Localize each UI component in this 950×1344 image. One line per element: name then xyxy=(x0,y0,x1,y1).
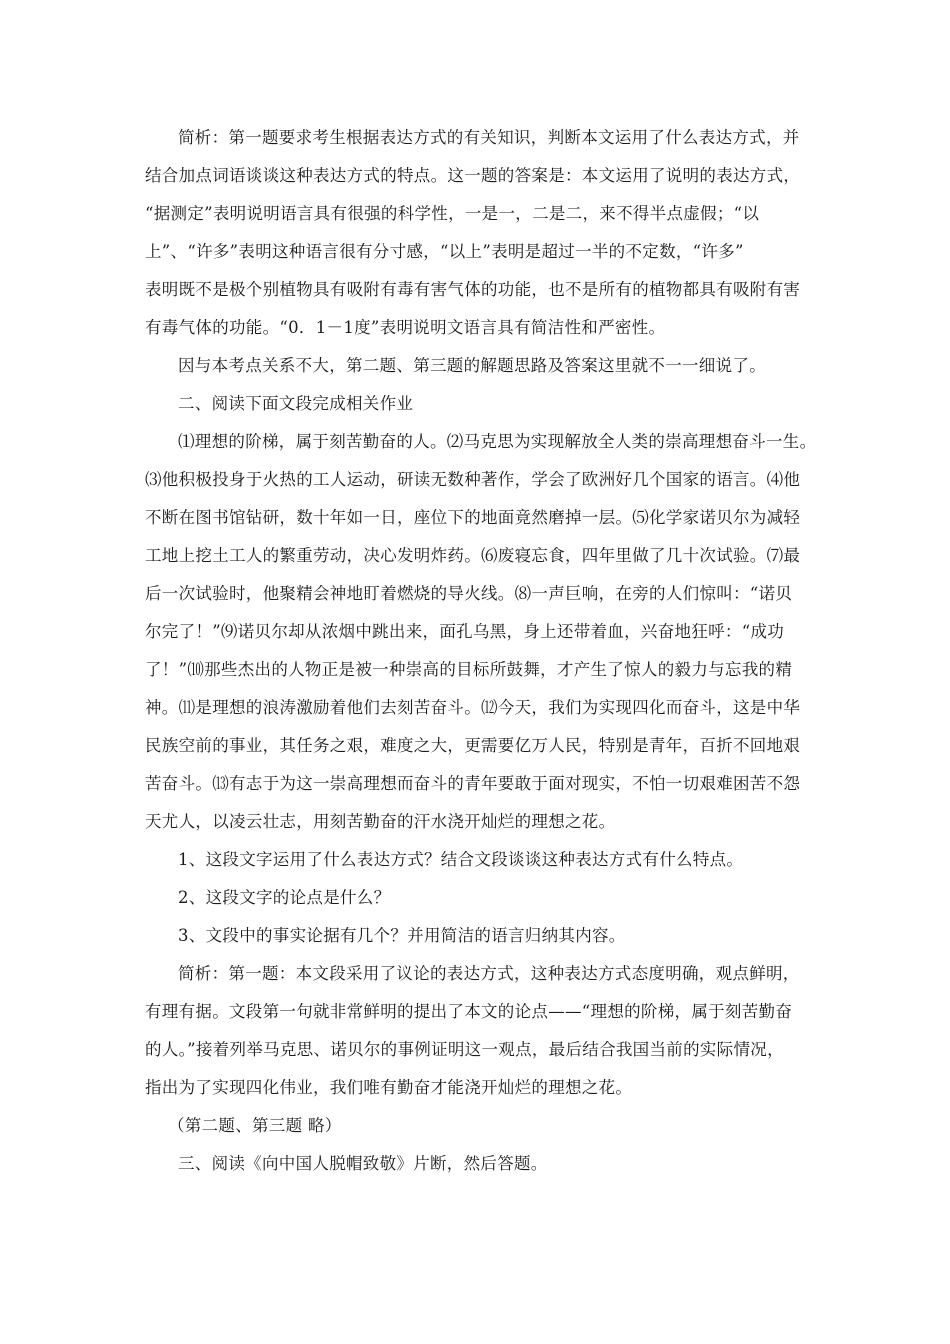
text-line: 1、这段文字运用了什么表达方式？结合文段谈谈这种表达方式有什么特点。 xyxy=(178,850,744,869)
text-line: 上”、“许多”表明这种语言很有分寸感，“以上”表明是超过一半的不定数，“许多” xyxy=(145,242,744,261)
text-line: ⑴理想的阶梯，属于刻苦勤奋的人。⑵马克思为实现解放全人类的崇高理想奋斗一生。 xyxy=(178,432,817,451)
text-line: 尔完了！”⑼诺贝尔却从浓烟中跳出来，面孔乌黑，身上还带着血，兴奋地狂呼：“成功 xyxy=(145,622,785,641)
text-line: 三、阅读《向中国人脱帽致敬》片断，然后答题。 xyxy=(178,1154,548,1173)
text-line: “据测定”表明说明语言具有很强的科学性，一是一，二是二，来不得半点虚假；“以 xyxy=(145,204,760,223)
text-line: 有理有据。文段第一句就非常鲜明的提出了本文的论点——“理想的阶梯，属于刻苦勤奋 xyxy=(145,1002,793,1021)
text-line: 2、这段文字的论点是什么？ xyxy=(178,888,391,907)
text-line: 简析：第一题要求考生根据表达方式的有关知识，判断本文运用了什么表达方式，并 xyxy=(178,128,800,147)
text-line: 神。⑾是理想的浪涛激励着他们去刻苦奋斗。⑿今天，我们为实现四化而奋斗，这是中华 xyxy=(145,698,801,717)
text-line: 苦奋斗。⒀有志于为这一崇高理想而奋斗的青年要敢于面对现实，不怕一切艰难困苦不怨 xyxy=(145,774,801,793)
text-line: 工地上挖土工人的繁重劳动，决心发明炸药。⑹废寝忘食，四年里做了几十次试验。⑺最 xyxy=(145,546,801,565)
text-line: 3、文段中的事实论据有几个？并用简洁的语言归纳其内容。 xyxy=(178,926,626,945)
text-line: （第二题、第三题 略） xyxy=(168,1116,342,1135)
text-line: ⑶他积极投身于火热的工人运动，研读无数种著作，学会了欧洲好几个国家的语言。⑷他 xyxy=(145,470,801,489)
text-line: 结合加点词语谈谈这种表达方式的特点。这一题的答案是：本文运用了说明的表达方式， xyxy=(145,166,801,185)
text-line: 指出为了实现四化伟业，我们唯有勤奋才能浇开灿烂的理想之花。 xyxy=(145,1078,633,1097)
text-line: 后一次试验时，他聚精会神地盯着燃烧的导火线。⑻一声巨响，在旁的人们惊叫：“诺贝 xyxy=(145,584,793,603)
document-body xyxy=(145,119,817,1183)
text-line: 因与本考点关系不大，第二题、第三题的解题思路及答案这里就不一一细说了。 xyxy=(178,356,766,375)
text-line: 了！”⑽那些杰出的人物正是被一种崇高的目标所鼓舞，才产生了惊人的毅力与忘我的精 xyxy=(145,660,793,679)
text-line: 的人。”接着列举马克思、诺贝尔的事例证明这一观点，最后结合我国当前的实际情况， xyxy=(145,1040,784,1059)
text-line: 简析：第一题：本文段采用了议论的表达方式，这种表达方式态度明确，观点鲜明， xyxy=(178,964,800,983)
text-line: 天尤人，以凌云壮志，用刻苦勤奋的汗水浇开灿烂的理想之花。 xyxy=(145,812,616,831)
text-line: 有毒气体的功能。“0．1－1度”表明说明文语言具有简洁性和严密性。 xyxy=(145,318,666,337)
text-line: 不断在图书馆钻研，数十年如一日，座位下的地面竟然磨掉一层。⑸化学家诺贝尔为减轻 xyxy=(145,508,801,527)
text-line: 民族空前的事业，其任务之艰，难度之大，更需要亿万人民，特别是青年，百折不回地艰 xyxy=(145,736,801,755)
text-line: 二、阅读下面文段完成相关作业 xyxy=(178,394,414,413)
text-line: 表明既不是极个别植物具有吸附有毒有害气体的功能，也不是所有的植物都具有吸附有害 xyxy=(145,280,801,299)
